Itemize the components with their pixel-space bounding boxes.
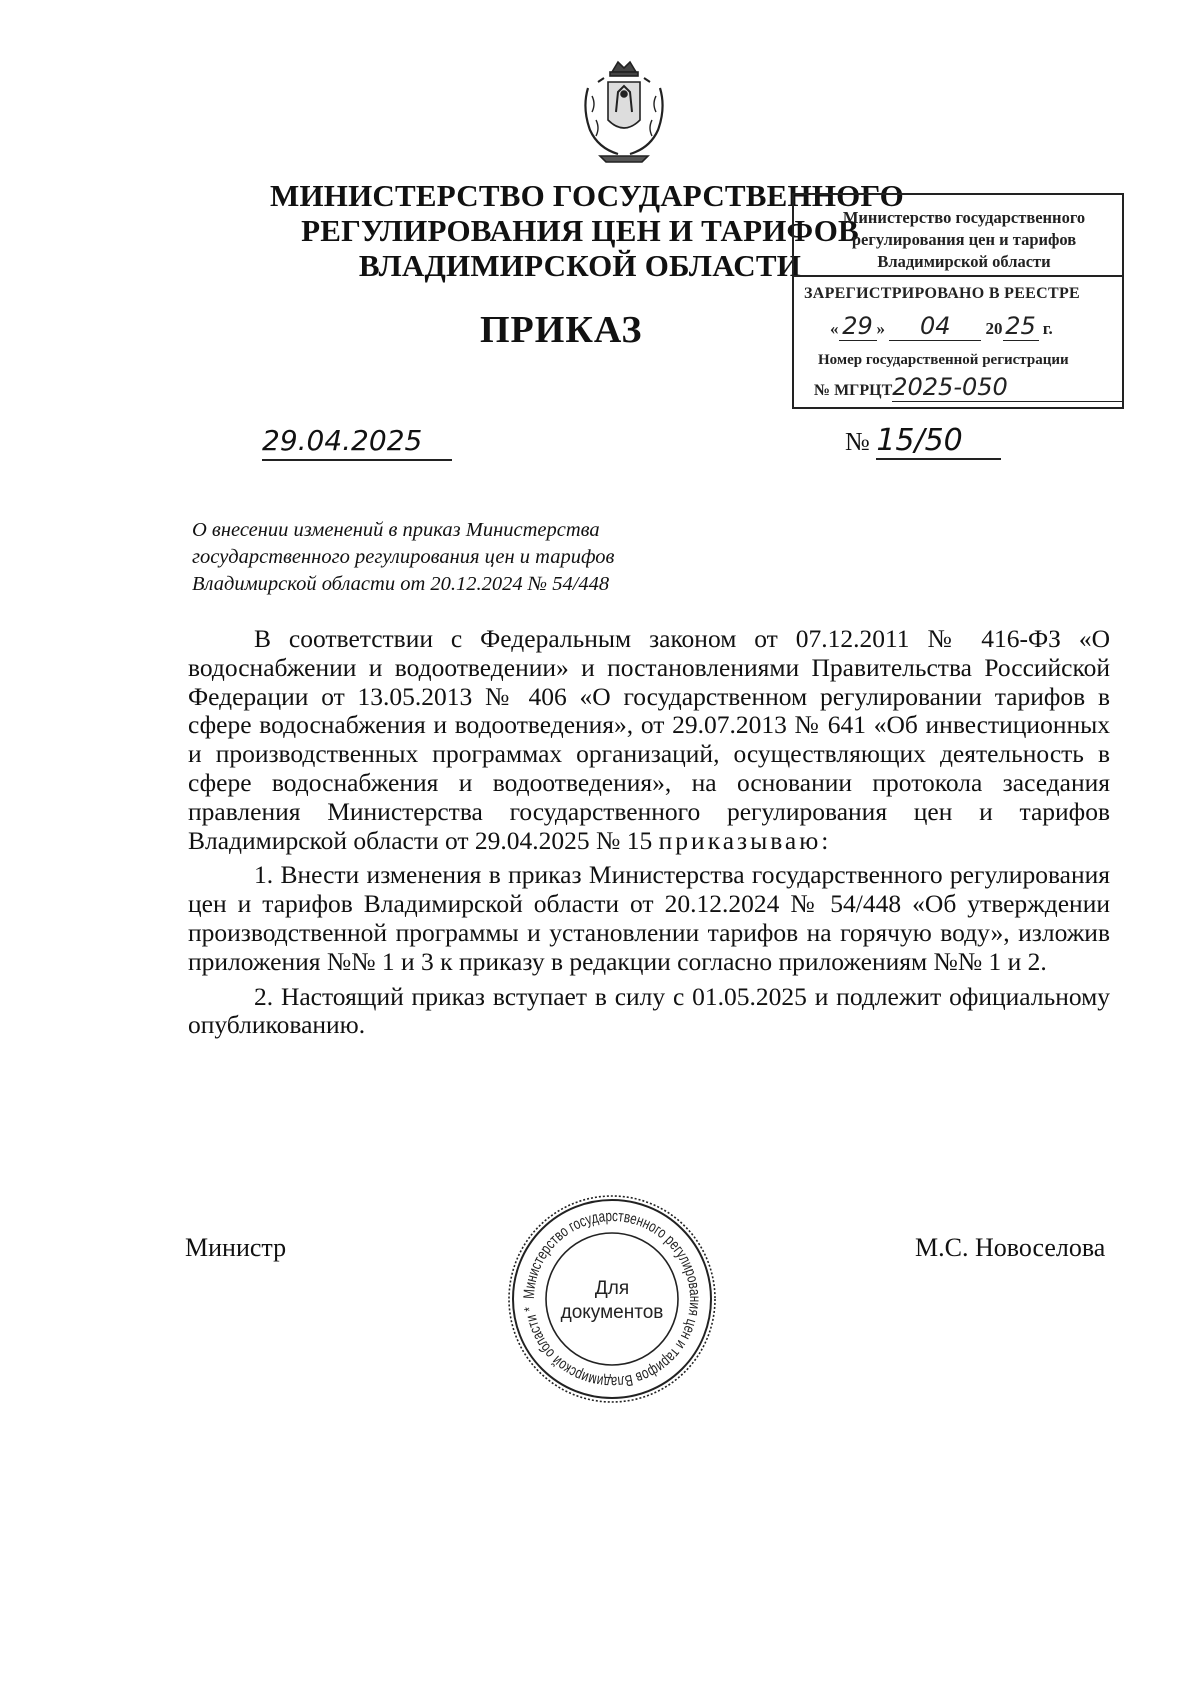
subject-line-2: государственного регулирования цен и тарифов — [192, 546, 615, 568]
stamp-year-suffix: 25 — [1003, 312, 1039, 341]
stamp-quote-open: « — [830, 319, 839, 338]
seal-ring-textpath: Министерство государственного регулирования цен и тарифов Владимирской области * — [520, 1207, 704, 1391]
header-line-2: РЕГУЛИРОВАНИЯ ЦЕН И ТАРИФОВ — [301, 213, 859, 248]
body-preamble — [188, 625, 1110, 855]
document-number-value: 15/50 — [876, 423, 1001, 460]
stamp-quote-close: » — [876, 319, 885, 338]
stamp-registered-label: ЗАРЕГИСТРИРОВАНО В РЕЕСТРЕ — [804, 285, 1081, 302]
stamp-number-prefix: № МГРЦТ — [814, 382, 893, 399]
subject-line-1: О внесении изменений в приказ Министерства — [192, 519, 600, 541]
round-seal — [505, 1192, 719, 1406]
body-item-1: 1. Внести изменения в приказ Министерства государственного регулирования цен и тарифов Владимирской области от 20.12.2024 № 54/448 «Об утверждении производственной программы и установлении тарифов на горячую воду», изложив приложения №№ 1 и 3 к приказу в редакции согласно приложениям №№ 1 и 2. — [188, 860, 1110, 976]
stamp-org-line-2: регулирования цен и тарифов — [851, 230, 1077, 249]
stamp-year-prefix: 20 — [985, 319, 1003, 338]
seal-center-line-1: Для — [594, 1278, 630, 1299]
stamp-org-line-1: Министерство государственного — [842, 208, 1086, 227]
document-title: ПРИКАЗ — [480, 309, 643, 351]
stamp-registration-number — [814, 373, 1122, 402]
header-line-3: ВЛАДИМИРСКОЙ ОБЛАСТИ — [358, 248, 802, 283]
document-subject — [192, 517, 712, 598]
registration-stamp — [792, 193, 1124, 409]
stamp-month: 04 — [889, 312, 981, 341]
stamp-divider — [794, 275, 1122, 277]
seal-center-line-2: документов — [560, 1302, 664, 1323]
document-date: 29.04.2025 — [262, 423, 452, 461]
document-number — [845, 423, 1001, 460]
document-body — [188, 625, 1110, 1040]
document-number-label: № — [845, 427, 870, 456]
stamp-org-line-3: Владимирской области — [877, 252, 1051, 271]
body-item-2: 2. Настоящий приказ вступает в силу с 01.05.2025 и подлежит официальному опубликованию. — [188, 981, 1110, 1040]
header-line-1: МИНИСТЕРСТВО ГОСУДАРСТВЕННОГО — [270, 178, 904, 213]
stamp-organization — [814, 207, 1114, 273]
subject-line-3: Владимирской области от 20.12.2024 № 54/448 — [192, 573, 610, 595]
stamp-registration-date — [830, 312, 1053, 341]
seal-ring-text — [521, 1208, 703, 1390]
signature-role: Министр — [185, 1233, 287, 1262]
order-word: приказываю: — [658, 825, 832, 855]
preamble-text: В соответствии с Федеральным законом от 07.12.2011 № 416-ФЗ «О водоснабжении и водоотведении» и постановлениями Правительства Российской Федерации от 13.05.2013 № 406 «О государственном регулировании тарифов в сфере водоснабжения и водоотведения», от 29.07.2013 № 641 «Об инвестиционных и производственных программах организаций, осуществляющих деятельность в сфере водоснабжения и водоотведения», на основании протокола заседания правления Министерства государственного регулирования цен и тарифов Владимирской области от 29.04.2025 № 15 — [188, 624, 1110, 855]
stamp-number-label: Номер государственной регистрации — [818, 352, 1069, 368]
stamp-day: 29 — [839, 312, 877, 341]
coat-of-arms-emblem — [578, 58, 670, 166]
stamp-number-value: 2025-050 — [892, 373, 1122, 402]
stamp-year-unit: г. — [1042, 319, 1053, 338]
signature-name: М.С. Новоселова — [915, 1233, 1106, 1262]
